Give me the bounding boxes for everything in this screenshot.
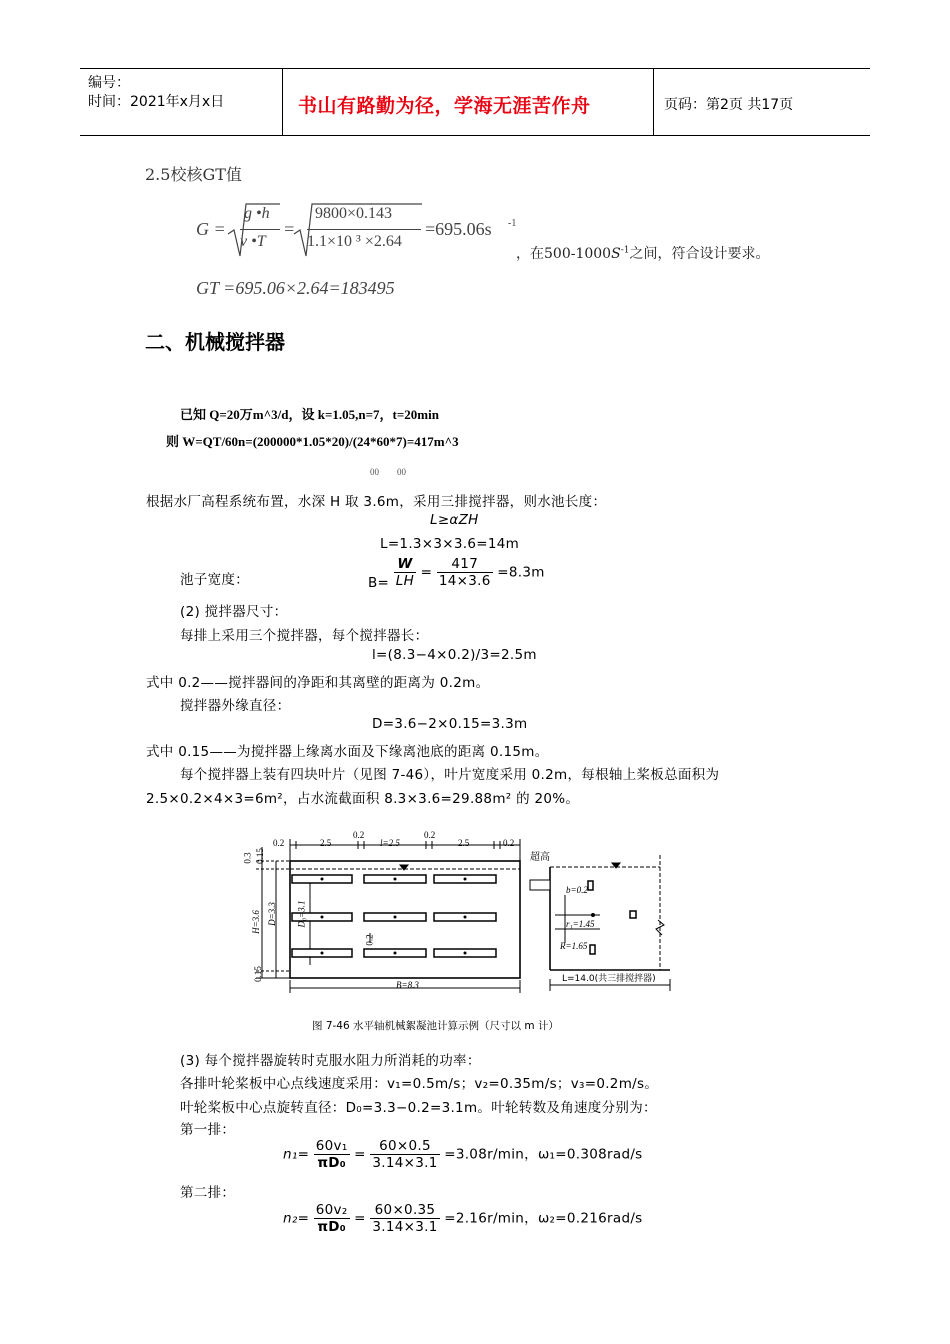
fig-label-015a: 0.15 xyxy=(254,848,265,864)
para-mixer-count: 每排上采用三个搅拌器，每个搅拌器长： xyxy=(180,628,429,644)
header-divider-2 xyxy=(653,68,654,135)
section-title-gt: 2.5校核GT值 xyxy=(145,165,242,184)
para-blades: 每个搅拌器上装有四块叶片（见图 7-46），叶片宽度采用 0.2m，每根轴上桨板总面积为 xyxy=(180,767,720,783)
para-power: (3) 每个搅拌器旋转时克服水阻力所消耗的功率： xyxy=(180,1053,481,1069)
w-formula: 则 W=QT/60n=(200000*1.05*20)/(24*60*7)=417m^3 xyxy=(166,434,459,449)
fig-label-b: b=0.2 xyxy=(566,885,588,895)
eq-g-rad1-den: v •T xyxy=(240,233,266,250)
header-code-label: 编号： xyxy=(88,75,130,91)
eq-g-exp: -1 xyxy=(508,218,517,229)
fig-label-L: L=14.0(共三排搅拌器) xyxy=(562,974,656,984)
header-bottom-rule xyxy=(80,135,870,136)
eq-length: L=1.3×3×3.6=14m xyxy=(380,536,520,552)
section-heading-mixer: 二、机械搅拌器 xyxy=(145,330,285,354)
eq-g-note: ，在$500-1000S^{-1}$之间，符合设计要求。 xyxy=(516,245,770,262)
figure-caption: 图 7-46 水平轴机械絮凝池计算示例（尺寸以 m 计） xyxy=(312,1020,559,1032)
fig-label-25b: 2.5 xyxy=(458,838,470,848)
fig-label-H: H=3.6 xyxy=(250,910,261,934)
eq-g-rad1-bar xyxy=(240,229,280,230)
para-spacing-note: 式中 0.2——搅拌器间的净距和其离壁的距离为 0.2m。 xyxy=(146,675,490,691)
eq-row1: n₁= $\frac{\text{60v₁}}{\text{πD₀}}$ = $\frac{60\times 0.5}{3.14\times 3.1}$ =3.08r/min，ω₁=0.308rad/s xyxy=(283,1138,643,1171)
eq-g-rad2-bar xyxy=(307,229,421,230)
fig-label-D0: D₀=3.1 xyxy=(296,900,307,928)
fig-label-02b: 0.2 xyxy=(353,830,365,840)
header-page-info: 页码：第2页 共17页 xyxy=(664,97,794,113)
width-label: 池子宽度： xyxy=(180,572,249,588)
eq-mixer-length: l=(8.3−4×0.2)/3=2.5m xyxy=(372,647,537,663)
fig-label-02a: 0.2 xyxy=(273,838,285,848)
eq-g-rad1-num: g •h xyxy=(244,205,270,222)
fig-label-015b: 0.15 xyxy=(252,966,263,982)
fig-label-02d: 0.2 xyxy=(503,838,515,848)
equation-gt: GT =695.06×2.64=183495 xyxy=(196,278,395,298)
fig-label-D: D=3.3 xyxy=(266,902,277,926)
small-marks: 00 00 xyxy=(370,467,406,477)
eq-width: B= $\frac{W}{LH}$ = $\frac{417}{14\times 3.6}$ =8.3m xyxy=(368,556,545,591)
para-area: 2.5×0.2×4×3=6m²，占水流截面积 8.3×3.6=29.88m² 的 20%。 xyxy=(146,791,580,807)
eq-g-result: =695.06s xyxy=(425,219,492,239)
row2-label: 第二排： xyxy=(180,1185,236,1201)
para-velocity: 各排叶轮桨板中心点线速度采用：v₁=0.5m/s；v₂=0.35m/s；v₃=0.2m/s。 xyxy=(180,1076,659,1092)
fig-label-02c: 0.2 xyxy=(424,830,436,840)
header-motto: 书山有路勤为径，学海无涯苦作舟 xyxy=(298,95,591,117)
para-rotation-diameter: 叶轮桨板中心点旋转直径：D₀=3.3−0.2=3.1m。叶轮转数及角速度分别为： xyxy=(180,1100,657,1116)
header-time-label: 时间：2021年x月x日 xyxy=(88,94,225,110)
fig-label-B: B=8.3 xyxy=(396,980,419,990)
fig-label-r145: r₁=1.45 xyxy=(566,919,595,929)
figure-flocculation-tank xyxy=(240,825,700,1000)
eq-outer-diameter: D=3.6−2×0.15=3.3m xyxy=(372,716,528,732)
eq-g-left: G = xyxy=(196,219,226,239)
para-outer-diameter: 搅拌器外缘直径： xyxy=(180,698,291,714)
eq-g-rad2-num: 9800×0.143 xyxy=(315,205,393,222)
header-divider-1 xyxy=(282,68,283,135)
fig-label-r165: R=1.65 xyxy=(560,941,588,951)
fig-label-03: 0.3 xyxy=(242,852,253,864)
header-top-rule xyxy=(80,68,870,69)
fig-label-l25: l=2.5 xyxy=(380,838,400,848)
eq-row2: n₂= $\frac{\text{60v₂}}{\text{πD₀}}$ = $\frac{60\times 0.35}{3.14\times 3.1}$ =2.16r/min，ω₂=0.216rad/s xyxy=(283,1202,643,1235)
fig-label-02v: 0.2 xyxy=(364,934,375,946)
eq-length-ineq: L≥αZH xyxy=(430,512,479,528)
para-depth: 根据水厂高程系统布置，水深 H 取 3.6m，采用三排搅拌器，则水池长度： xyxy=(146,494,607,510)
fig-label-freeboard: 超高 xyxy=(530,852,550,863)
known-conditions: 已知 Q=20万m^3/d，设 k=1.05,n=7，t=20min xyxy=(180,407,439,422)
para-mixer-size: (2) 搅拌器尺寸： xyxy=(180,604,288,620)
para-distance-note: 式中 0.15——为搅拌器上缘离水面及下缘离池底的距离 0.15m。 xyxy=(146,744,549,760)
eq-g-rad2-den: 1.1×10 ³ ×2.64 xyxy=(307,233,402,250)
row1-label: 第一排： xyxy=(180,1122,236,1138)
fig-label-25a: 2.5 xyxy=(320,838,332,848)
